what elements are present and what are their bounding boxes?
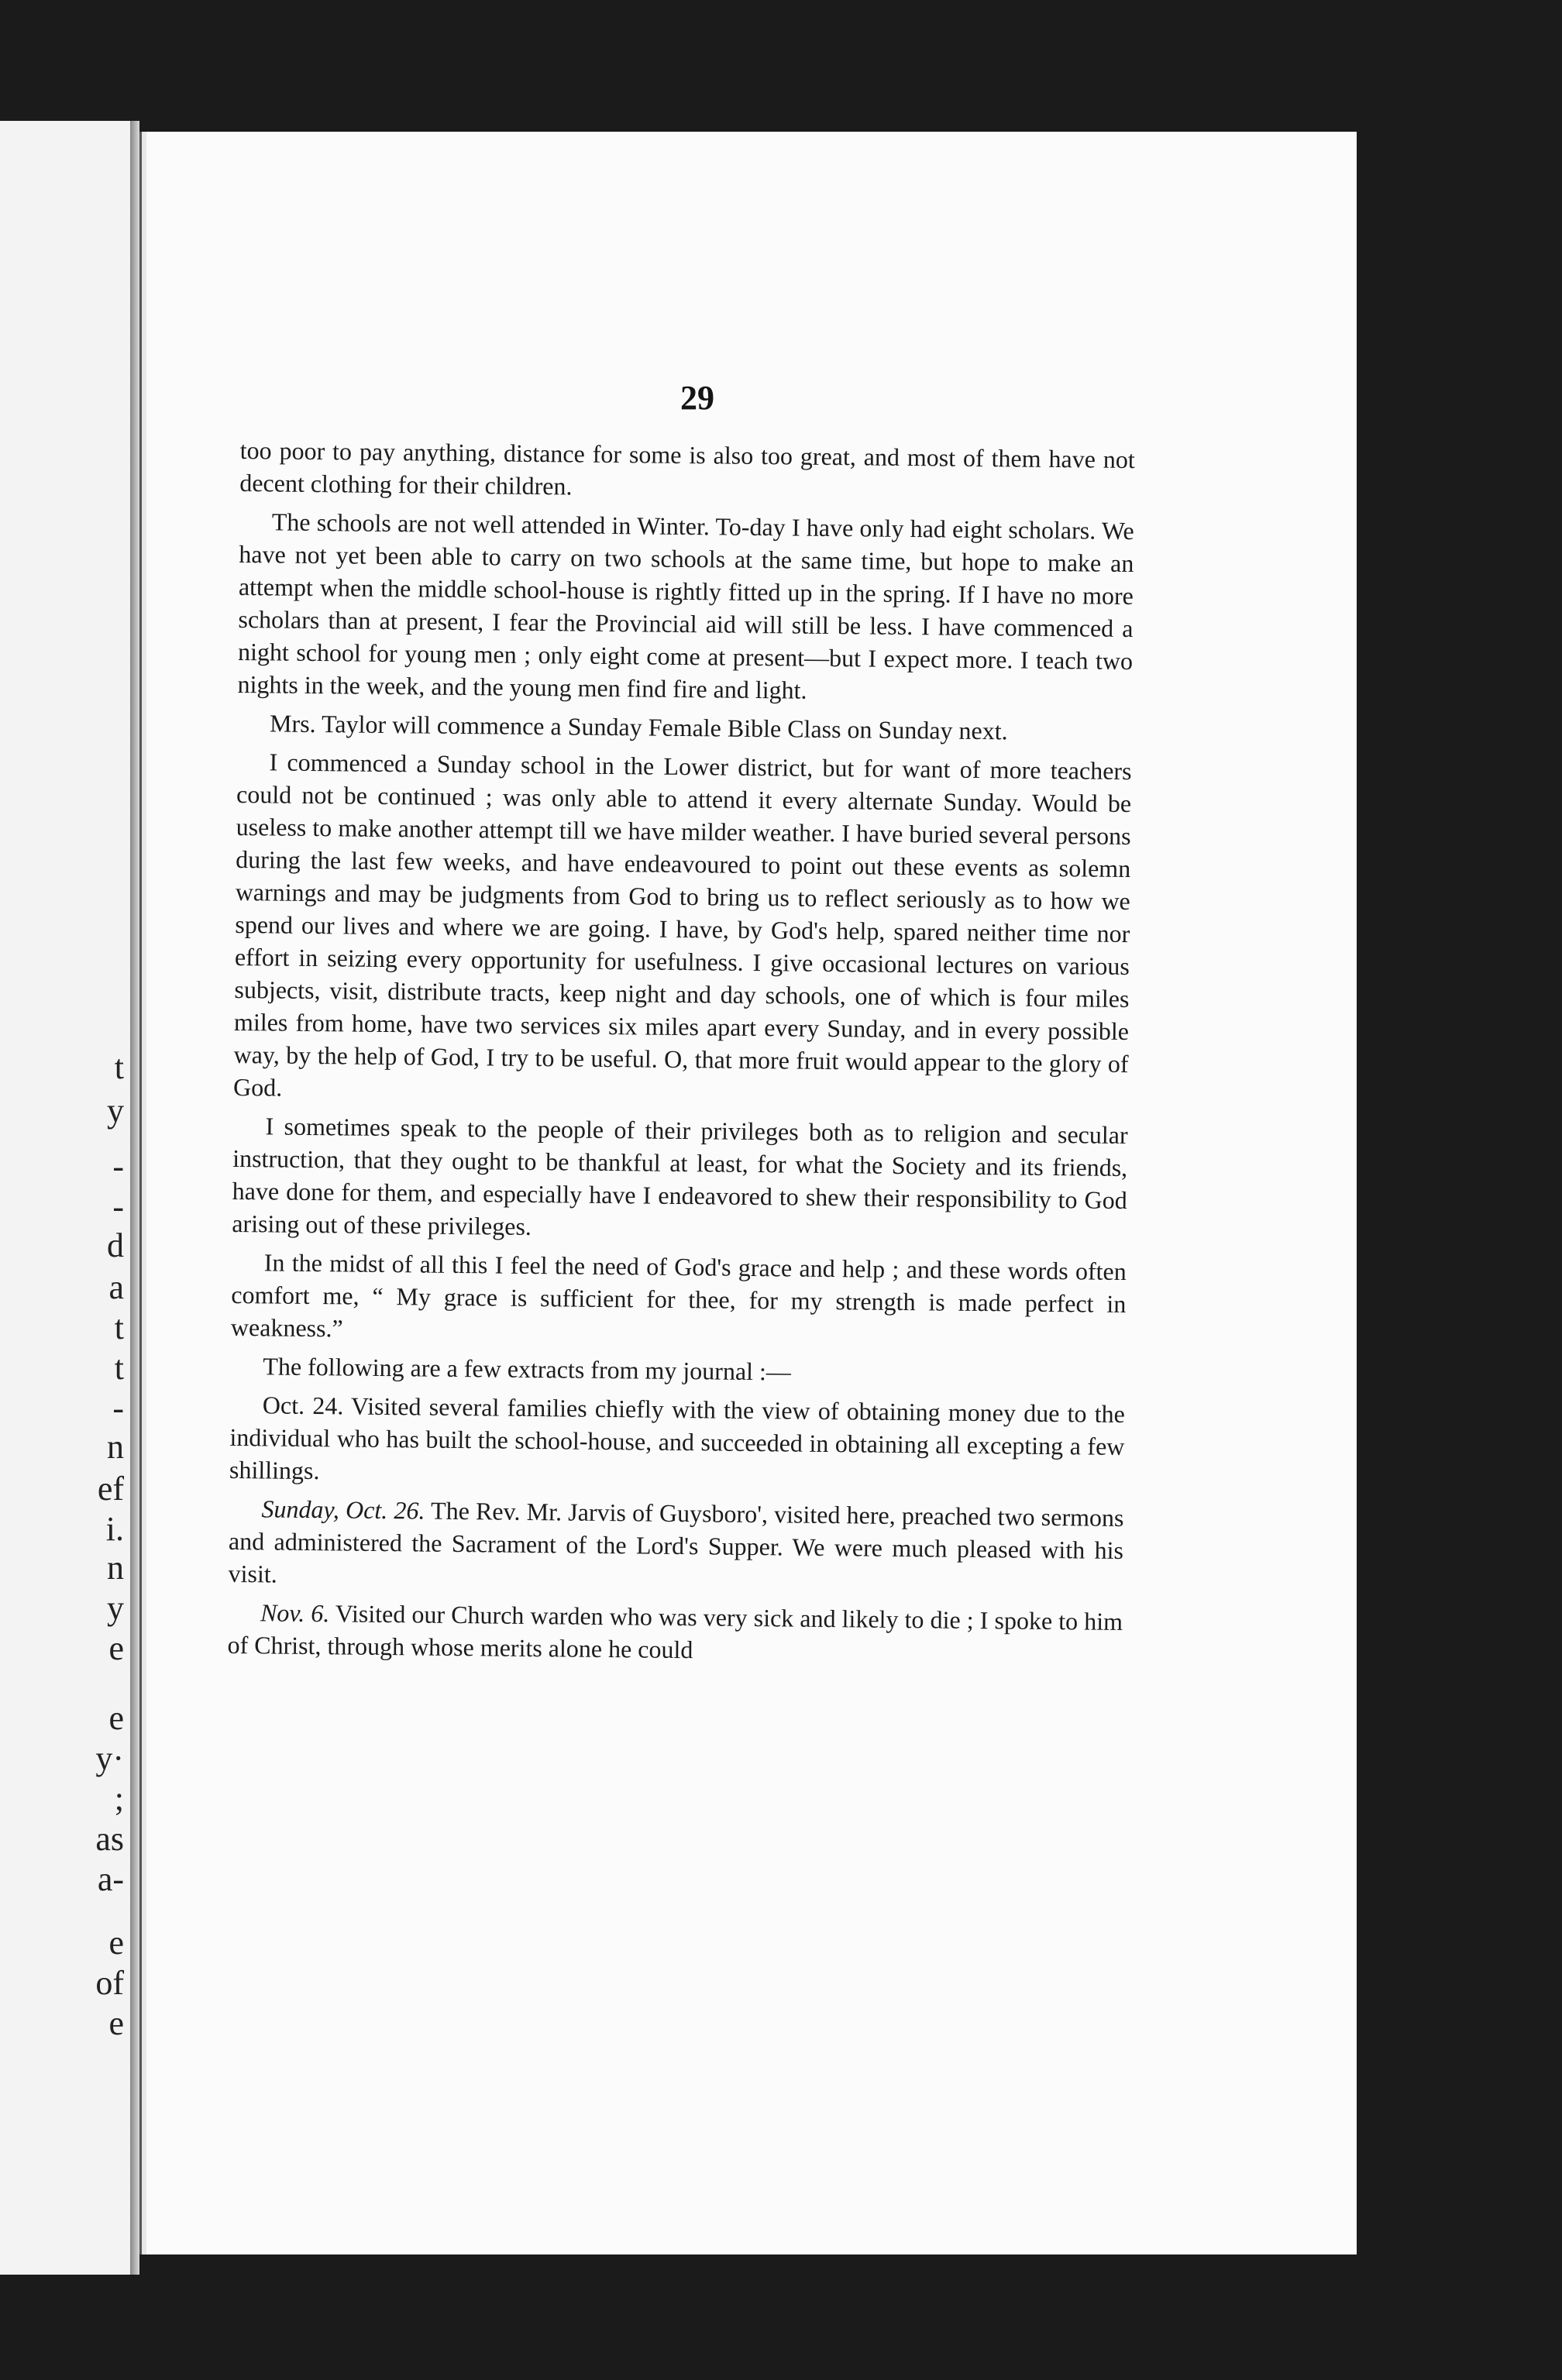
edge-char: - — [112, 1389, 124, 1427]
edge-char: a- — [97, 1860, 124, 1898]
journal-date: Sunday, Oct. 26. — [261, 1494, 425, 1525]
edge-char: e — [108, 1629, 124, 1667]
journal-entry — [227, 1596, 1123, 1670]
paragraph: In the midst of all this I feel the need of God's grace and help ; and these words often comfort me, “ My grace is sufficient for thee, for my strength is made perfect in weakness.” — [230, 1248, 1127, 1343]
edge-char: y — [107, 1092, 124, 1130]
edge-char: n — [107, 1549, 124, 1587]
journal-entry — [229, 1388, 1125, 1495]
edge-char: n — [107, 1428, 124, 1466]
edge-char: a — [108, 1268, 124, 1306]
paragraph: I sometimes speak to the people of their privileges both as to religion and secular instruction, that they ought to be thankful at least, for what the Society and its friends, have done for them, and especially have I endeavored to shew their responsibility to God arising out of these privileges. — [232, 1112, 1128, 1240]
edge-char: e — [108, 2004, 124, 2042]
edge-char: t — [114, 1349, 124, 1387]
edge-char: y — [107, 1589, 124, 1627]
paragraph: The schools are not well attended in Winter. To-day I have only had eight scholars. We have not yet been able to carry on two schools at the same time, but hope to make an attempt when the middle school-house is rightly fitted up in the spring. If I have no more scholars than at present, I fear the Provincial aid will still be less. I have commenced a night school for young men ; only eight come at present—but I expect more. I teach two nights in the week, and the young men find fire and light. — [237, 507, 1134, 704]
page-number: 29 — [680, 379, 714, 417]
edge-char: of — [95, 1964, 124, 2002]
paragraph: too poor to pay anything, distance for some is also too great, and most of them have not decent clothing for their children. — [239, 435, 1135, 500]
facing-page-edge — [0, 121, 133, 2275]
paragraph: The following are a few extracts from my journal :— — [263, 1352, 792, 1386]
paragraph: I commenced a Sunday school in the Lower district, but for want of more teachers could not be continued ; was only able to attend it every alternate Sunday. Would be useless to make another attempt till we have milder weather. I have buried several persons during the last few weeks, and have endeavoured to point out these events as solemn warnings and may be judgments from God to bring us to reflect seriously as to how we spend our lives and where we are going. I have, by God's help, spared neither time nor effort in seizing every opportunity for usefulness. I give occasional lectures on various subjects, visit, distribute tracts, keep night and day schools, one of which is four miles miles from home, have two services six miles apart every Sunday, and in every possible way, by the help of God, I try to be useful. O, that more fruit would appear to the glory of God. — [232, 748, 1132, 1102]
journal-text: The Rev. Mr. Jarvis of Guysboro', visited here, preached two sermons and administered the Sacrament of the Lord's Supper. We were much pleased with his visit. — [228, 1496, 1124, 1588]
edge-char: - — [112, 1147, 124, 1185]
journal-date: Nov. 6. — [260, 1598, 330, 1628]
edge-char: - — [112, 1188, 124, 1226]
journal-date: Oct. 24. — [262, 1391, 344, 1420]
edge-char: ef — [97, 1470, 124, 1508]
edge-char: as — [95, 1820, 124, 1858]
edge-char: d — [107, 1226, 124, 1264]
edge-char: i. — [105, 1510, 124, 1548]
journal-text: Visited several families chiefly with the view of obtaining money due to the individual who has built the school-house, and succeeded in obtaining all excepting a few shillings. — [229, 1391, 1126, 1485]
page-body-text — [227, 434, 1135, 1677]
edge-char: e — [108, 1699, 124, 1737]
edge-char: e — [108, 1924, 124, 1962]
journal-entry — [228, 1492, 1123, 1599]
book-gutter — [130, 121, 139, 2275]
paragraph: Mrs. Taylor will commence a Sunday Female Bible Class on Sunday next. — [269, 709, 1008, 745]
edge-char: y· — [95, 1739, 124, 1777]
edge-char: t — [114, 1048, 124, 1086]
journal-text: Visited our Church warden who was very sick and likely to die ; I spoke to him of Christ, through whose merits alone he could — [227, 1599, 1123, 1664]
edge-char: ; — [114, 1780, 124, 1818]
edge-char: t — [114, 1309, 124, 1346]
